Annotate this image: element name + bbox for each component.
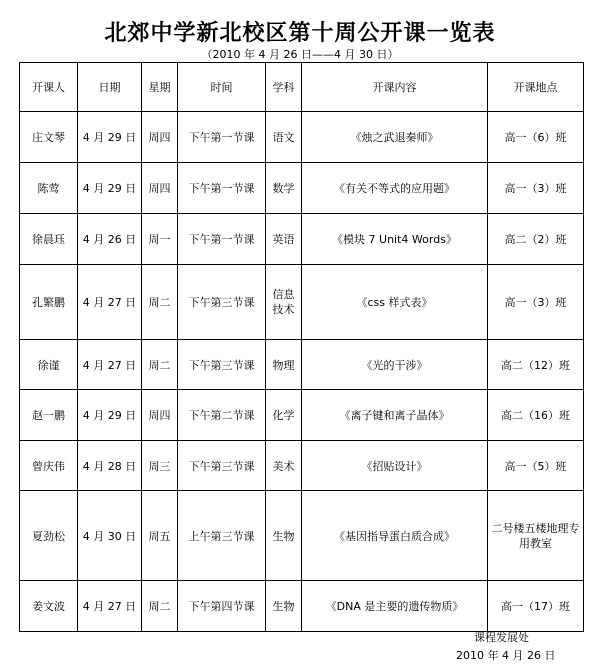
cell-subject: 化学 bbox=[266, 390, 302, 441]
cell-content: 《有关不等式的应用题》 bbox=[302, 163, 488, 214]
cell-weekday: 周二 bbox=[142, 265, 178, 340]
cell-date: 4 月 29 日 bbox=[78, 163, 142, 214]
table-row bbox=[20, 265, 584, 340]
header-weekday: 星期 bbox=[142, 63, 178, 112]
cell-date: 4 月 29 日 bbox=[78, 112, 142, 163]
cell-teacher: 孔繁鹏 bbox=[20, 265, 78, 340]
header-location: 开课地点 bbox=[488, 63, 584, 112]
cell-weekday: 周五 bbox=[142, 491, 178, 581]
issue-date: 2010 年 4 月 26 日 bbox=[456, 649, 556, 662]
cell-location: 高一（17）班 bbox=[488, 581, 584, 632]
cell-date: 4 月 29 日 bbox=[78, 390, 142, 441]
table-row bbox=[20, 390, 584, 441]
cell-date: 4 月 28 日 bbox=[78, 441, 142, 491]
cell-time: 上午第三节课 bbox=[178, 491, 266, 581]
cell-weekday: 周四 bbox=[142, 163, 178, 214]
header-subject: 学科 bbox=[266, 63, 302, 112]
cell-time: 下午第一节课 bbox=[178, 163, 266, 214]
cell-subject: 信息技术 bbox=[266, 265, 302, 340]
table-row bbox=[20, 491, 584, 581]
cell-time: 下午第二节课 bbox=[178, 390, 266, 441]
cell-location: 高一（3）班 bbox=[488, 163, 584, 214]
cell-teacher: 曾庆伟 bbox=[20, 441, 78, 491]
cell-teacher: 庄文琴 bbox=[20, 112, 78, 163]
cell-teacher: 赵一鹏 bbox=[20, 390, 78, 441]
cell-time: 下午第三节课 bbox=[178, 340, 266, 390]
cell-time: 下午第四节课 bbox=[178, 581, 266, 632]
cell-weekday: 周四 bbox=[142, 112, 178, 163]
cell-date: 4 月 27 日 bbox=[78, 265, 142, 340]
cell-content: 《光的干涉》 bbox=[302, 340, 488, 390]
cell-content: 《模块 7 Unit4 Words》 bbox=[302, 214, 488, 265]
cell-weekday: 周三 bbox=[142, 441, 178, 491]
table-header-row bbox=[20, 63, 584, 112]
table-row bbox=[20, 163, 584, 214]
cell-weekday: 周一 bbox=[142, 214, 178, 265]
cell-subject: 英语 bbox=[266, 214, 302, 265]
cell-time: 下午第三节课 bbox=[178, 265, 266, 340]
cell-content: 《css 样式表》 bbox=[302, 265, 488, 340]
header-date: 日期 bbox=[78, 63, 142, 112]
cell-subject: 生物 bbox=[266, 491, 302, 581]
cell-subject: 生物 bbox=[266, 581, 302, 632]
document-date-range: （2010 年 4 月 26 日——4 月 30 日） bbox=[201, 48, 399, 61]
cell-location: 高一（3）班 bbox=[488, 265, 584, 340]
cell-subject: 美术 bbox=[266, 441, 302, 491]
cell-location: 高二（2）班 bbox=[488, 214, 584, 265]
cell-teacher: 徐晨珏 bbox=[20, 214, 78, 265]
table-row bbox=[20, 214, 584, 265]
cell-weekday: 周四 bbox=[142, 390, 178, 441]
cell-time: 下午第一节课 bbox=[178, 214, 266, 265]
cell-content: 《DNA 是主要的遗传物质》 bbox=[302, 581, 488, 632]
cell-teacher: 姜文波 bbox=[20, 581, 78, 632]
header-content: 开课内容 bbox=[302, 63, 488, 112]
cell-location: 高一（5）班 bbox=[488, 441, 584, 491]
cell-weekday: 周二 bbox=[142, 340, 178, 390]
cell-content: 《离子键和离子晶体》 bbox=[302, 390, 488, 441]
cell-location: 高一（6）班 bbox=[488, 112, 584, 163]
cell-location: 二号楼五楼地理专用教室 bbox=[488, 491, 584, 581]
cell-time: 下午第一节课 bbox=[178, 112, 266, 163]
cell-teacher: 陈莺 bbox=[20, 163, 78, 214]
cell-time: 下午第三节课 bbox=[178, 441, 266, 491]
cell-content: 《基因指导蛋白质合成》 bbox=[302, 491, 488, 581]
document-title: 北郊中学新北校区第十周公开课一览表 bbox=[104, 21, 496, 46]
cell-subject: 物理 bbox=[266, 340, 302, 390]
cell-date: 4 月 30 日 bbox=[78, 491, 142, 581]
cell-date: 4 月 27 日 bbox=[78, 581, 142, 632]
cell-location: 高二（12）班 bbox=[488, 340, 584, 390]
table-row bbox=[20, 441, 584, 491]
cell-teacher: 徐谨 bbox=[20, 340, 78, 390]
table-row bbox=[20, 112, 584, 163]
issuing-department: 课程发展处 bbox=[474, 631, 529, 644]
cell-date: 4 月 26 日 bbox=[78, 214, 142, 265]
table-row bbox=[20, 581, 584, 632]
cell-location: 高二（16）班 bbox=[488, 390, 584, 441]
cell-content: 《烛之武退秦师》 bbox=[302, 112, 488, 163]
cell-content: 《招贴设计》 bbox=[302, 441, 488, 491]
table-row bbox=[20, 340, 584, 390]
header-teacher: 开课人 bbox=[20, 63, 78, 112]
cell-weekday: 周二 bbox=[142, 581, 178, 632]
open-class-schedule-table bbox=[19, 62, 584, 632]
cell-subject: 语文 bbox=[266, 112, 302, 163]
header-time: 时间 bbox=[178, 63, 266, 112]
cell-teacher: 夏劲松 bbox=[20, 491, 78, 581]
cell-subject: 数学 bbox=[266, 163, 302, 214]
cell-date: 4 月 27 日 bbox=[78, 340, 142, 390]
